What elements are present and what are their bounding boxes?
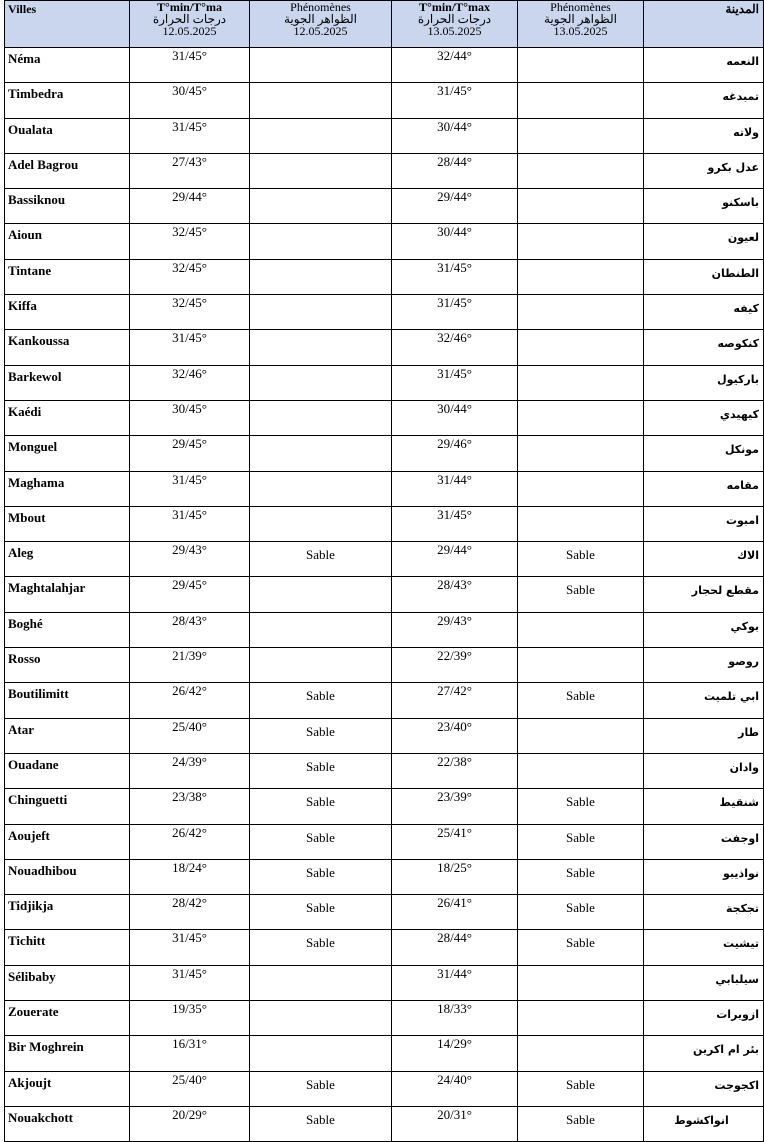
- city-name-cell: Tintane: [5, 259, 130, 294]
- table-row: [5, 436, 764, 471]
- city-arabic-cell: سيلبابي: [644, 965, 764, 1000]
- temp-day1-cell: 31/45°: [130, 506, 250, 541]
- temp-day2-cell: 32/46°: [392, 330, 518, 365]
- phenomena-day2-cell: [518, 718, 644, 753]
- city-name-cell: Nouadhibou: [5, 859, 130, 894]
- temp-day2-cell: 29/46°: [392, 436, 518, 471]
- city-name-cell: Kiffa: [5, 295, 130, 330]
- temp-day1-cell: 18/24°: [130, 859, 250, 894]
- header-villes: [5, 1, 130, 48]
- temp-day1-cell: 31/45°: [130, 330, 250, 365]
- phenomena-day1-cell: Sable: [250, 718, 392, 753]
- temp-day2-cell: 24/40°: [392, 1071, 518, 1106]
- temp-day2-cell: 22/39°: [392, 648, 518, 683]
- phenomena-day1-cell: [250, 153, 392, 188]
- temp-day1-cell: 25/40°: [130, 1071, 250, 1106]
- table-row: [5, 1001, 764, 1036]
- temp-day2-cell: 14/29°: [392, 1036, 518, 1071]
- phenomena-day2-cell: [518, 295, 644, 330]
- city-name-cell: Aoujeft: [5, 824, 130, 859]
- temp-day1-cell: 32/45°: [130, 259, 250, 294]
- phenomena-day2-cell: [518, 471, 644, 506]
- table-header: [5, 1, 764, 48]
- temp-day2-cell: 31/45°: [392, 295, 518, 330]
- phenomena-day2-cell: [518, 153, 644, 188]
- temp-day1-cell: 28/42°: [130, 895, 250, 930]
- phenomena-day2-cell: Sable: [518, 859, 644, 894]
- header-phen-day2: [518, 1, 644, 48]
- city-name-cell: Akjoujt: [5, 1071, 130, 1106]
- city-name-cell: Bir Moghrein: [5, 1036, 130, 1071]
- temp-day2-cell: 27/42°: [392, 683, 518, 718]
- table-row: [5, 965, 764, 1000]
- temp-day1-cell: 24/39°: [130, 753, 250, 788]
- phenomena-day1-cell: [250, 83, 392, 118]
- temp-day2-cell: 31/44°: [392, 965, 518, 1000]
- phenomena-day1-cell: Sable: [250, 824, 392, 859]
- table-row: [5, 859, 764, 894]
- phenomena-day1-cell: Sable: [250, 789, 392, 824]
- phenomena-day1-cell: [250, 330, 392, 365]
- phenomena-day2-cell: [518, 118, 644, 153]
- phenomena-day1-cell: Sable: [250, 753, 392, 788]
- table-row: [5, 930, 764, 965]
- header-phen-day1-date: 12.05.2025: [293, 24, 348, 38]
- temp-day1-cell: 32/46°: [130, 365, 250, 400]
- header-temp-day1-ar: درجات الحرارة: [152, 12, 227, 26]
- table-row: [5, 577, 764, 612]
- temp-day1-cell: 31/45°: [130, 48, 250, 83]
- temp-day2-cell: 31/44°: [392, 471, 518, 506]
- phenomena-day2-cell: [518, 224, 644, 259]
- phenomena-day1-cell: [250, 48, 392, 83]
- temp-day1-cell: 29/44°: [130, 189, 250, 224]
- city-name-cell: Aioun: [5, 224, 130, 259]
- temp-day1-cell: 30/45°: [130, 400, 250, 435]
- city-arabic-cell: مونكل: [644, 436, 764, 471]
- header-temp-day2-fr: T°min/T°max: [419, 0, 490, 14]
- temp-day1-cell: 19/35°: [130, 1001, 250, 1036]
- city-arabic-cell: انواكشوط: [644, 1106, 764, 1141]
- phenomena-day1-cell: [250, 118, 392, 153]
- city-name-cell: Aleg: [5, 542, 130, 577]
- table-row: [5, 1106, 764, 1141]
- city-name-cell: Monguel: [5, 436, 130, 471]
- city-arabic-cell: طار: [644, 718, 764, 753]
- city-arabic-cell: بوكي: [644, 612, 764, 647]
- phenomena-day1-cell: [250, 965, 392, 1000]
- temp-day1-cell: 26/42°: [130, 824, 250, 859]
- city-arabic-cell: عدل بكرو: [644, 153, 764, 188]
- table-row: [5, 83, 764, 118]
- temp-day1-cell: 31/45°: [130, 118, 250, 153]
- temp-day2-cell: 23/39°: [392, 789, 518, 824]
- temp-day2-cell: 25/41°: [392, 824, 518, 859]
- temp-day2-cell: 32/44°: [392, 48, 518, 83]
- temp-day2-cell: 31/45°: [392, 83, 518, 118]
- temp-day2-cell: 31/45°: [392, 365, 518, 400]
- phenomena-day1-cell: [250, 365, 392, 400]
- table-row: [5, 789, 764, 824]
- city-name-cell: Mbout: [5, 506, 130, 541]
- phenomena-day2-cell: [518, 259, 644, 294]
- city-arabic-cell: اكجوجت: [644, 1071, 764, 1106]
- city-arabic-cell: تيشيت: [644, 930, 764, 965]
- phenomena-day1-cell: Sable: [250, 1106, 392, 1141]
- header-temp-day2-ar: درجات الحرارة: [417, 12, 492, 26]
- phenomena-day2-cell: Sable: [518, 930, 644, 965]
- city-arabic-cell: اوجفت: [644, 824, 764, 859]
- header-phen-day1: [250, 1, 392, 48]
- header-phen-day2-date: 13.05.2025: [553, 24, 608, 38]
- temp-day2-cell: 28/44°: [392, 930, 518, 965]
- header-temp-day1-fr: T°min/T°ma: [157, 0, 222, 14]
- phenomena-day1-cell: Sable: [250, 895, 392, 930]
- temp-day1-cell: 20/29°: [130, 1106, 250, 1141]
- table-row: [5, 753, 764, 788]
- phenomena-day1-cell: [250, 224, 392, 259]
- table-row: [5, 153, 764, 188]
- city-name-cell: Boghé: [5, 612, 130, 647]
- temp-day2-cell: 22/38°: [392, 753, 518, 788]
- phenomena-day2-cell: Sable: [518, 1071, 644, 1106]
- table-row: [5, 224, 764, 259]
- phenomena-day2-cell: [518, 189, 644, 224]
- city-arabic-cell: كنكوصه: [644, 330, 764, 365]
- temp-day2-cell: 28/44°: [392, 153, 518, 188]
- phenomena-day1-cell: [250, 471, 392, 506]
- city-arabic-cell: الاك: [644, 542, 764, 577]
- city-name-cell: Adel Bagrou: [5, 153, 130, 188]
- header-temp-day1: [130, 1, 250, 48]
- phenomena-day2-cell: Sable: [518, 789, 644, 824]
- table-row: [5, 295, 764, 330]
- table-row: [5, 118, 764, 153]
- city-arabic-cell: ازويرات: [644, 1001, 764, 1036]
- temp-day1-cell: 32/45°: [130, 295, 250, 330]
- table-row: [5, 895, 764, 930]
- city-name-cell: Maghtalahjar: [5, 577, 130, 612]
- phenomena-day2-cell: [518, 48, 644, 83]
- temp-day2-cell: 30/44°: [392, 118, 518, 153]
- phenomena-day2-cell: Sable: [518, 683, 644, 718]
- city-arabic-cell: باركيول: [644, 365, 764, 400]
- city-arabic-cell: نواذيبو: [644, 859, 764, 894]
- table-row: [5, 400, 764, 435]
- phenomena-day2-cell: [518, 436, 644, 471]
- phenomena-day1-cell: [250, 612, 392, 647]
- temp-day2-cell: 31/45°: [392, 259, 518, 294]
- phenomena-day1-cell: [250, 189, 392, 224]
- header-phen-day1-ar: الظواهر الجوية: [283, 12, 358, 26]
- table-row: [5, 1071, 764, 1106]
- temp-day2-cell: 29/44°: [392, 542, 518, 577]
- city-name-cell: Ouadane: [5, 753, 130, 788]
- header-villes-label: Villes: [8, 2, 37, 16]
- phenomena-day1-cell: [250, 295, 392, 330]
- phenomena-day1-cell: [250, 506, 392, 541]
- temp-day1-cell: 26/42°: [130, 683, 250, 718]
- phenomena-day1-cell: Sable: [250, 859, 392, 894]
- city-arabic-cell: امبوت: [644, 506, 764, 541]
- city-arabic-cell: مقامه: [644, 471, 764, 506]
- city-name-cell: Bassiknou: [5, 189, 130, 224]
- temp-day1-cell: 21/39°: [130, 648, 250, 683]
- table-row: [5, 648, 764, 683]
- city-name-cell: Kankoussa: [5, 330, 130, 365]
- city-name-cell: Maghama: [5, 471, 130, 506]
- phenomena-day2-cell: [518, 506, 644, 541]
- temp-day1-cell: 31/45°: [130, 965, 250, 1000]
- table-row: [5, 48, 764, 83]
- temp-day2-cell: 29/43°: [392, 612, 518, 647]
- city-arabic-cell: تجكجة: [644, 895, 764, 930]
- temp-day2-cell: 30/44°: [392, 400, 518, 435]
- city-name-cell: Rosso: [5, 648, 130, 683]
- header-phen-day2-ar: الظواهر الجوية: [543, 12, 618, 26]
- header-row: [5, 1, 764, 48]
- city-arabic-cell: ولاته: [644, 118, 764, 153]
- header-temp-day1-date: 12.05.2025: [162, 24, 217, 38]
- table-body: [5, 48, 764, 1142]
- phenomena-day2-cell: Sable: [518, 542, 644, 577]
- temp-day2-cell: 28/43°: [392, 577, 518, 612]
- table-row: [5, 718, 764, 753]
- forecast-table: [4, 0, 764, 1142]
- temp-day1-cell: 28/43°: [130, 612, 250, 647]
- table-row: [5, 824, 764, 859]
- city-arabic-cell: لعيون: [644, 224, 764, 259]
- temp-day1-cell: 29/45°: [130, 436, 250, 471]
- header-temp-day2: [392, 1, 518, 48]
- phenomena-day1-cell: [250, 577, 392, 612]
- table-row: [5, 612, 764, 647]
- phenomena-day2-cell: [518, 1001, 644, 1036]
- header-temp-day2-date: 13.05.2025: [427, 24, 482, 38]
- phenomena-day1-cell: [250, 1036, 392, 1071]
- temp-day1-cell: 30/45°: [130, 83, 250, 118]
- table-row: [5, 683, 764, 718]
- city-name-cell: Chinguetti: [5, 789, 130, 824]
- phenomena-day2-cell: Sable: [518, 824, 644, 859]
- city-arabic-cell: شنقيط: [644, 789, 764, 824]
- city-arabic-cell: الطنطان: [644, 259, 764, 294]
- phenomena-day1-cell: [250, 436, 392, 471]
- phenomena-day2-cell: Sable: [518, 1106, 644, 1141]
- temp-day1-cell: 31/45°: [130, 930, 250, 965]
- city-name-cell: Tichitt: [5, 930, 130, 965]
- temp-day2-cell: 29/44°: [392, 189, 518, 224]
- temp-day2-cell: 31/45°: [392, 506, 518, 541]
- table-row: [5, 259, 764, 294]
- header-phen-day2-fr: Phénomènes: [550, 0, 611, 14]
- temp-day1-cell: 23/38°: [130, 789, 250, 824]
- phenomena-day2-cell: [518, 753, 644, 788]
- phenomena-day2-cell: [518, 83, 644, 118]
- city-arabic-cell: كيفه: [644, 295, 764, 330]
- city-name-cell: Oualata: [5, 118, 130, 153]
- temp-day2-cell: 30/44°: [392, 224, 518, 259]
- table-row: [5, 471, 764, 506]
- phenomena-day2-cell: Sable: [518, 895, 644, 930]
- temp-day2-cell: 18/25°: [392, 859, 518, 894]
- phenomena-day2-cell: [518, 1036, 644, 1071]
- city-name-cell: Timbedra: [5, 83, 130, 118]
- city-name-cell: Kaédi: [5, 400, 130, 435]
- phenomena-day2-cell: [518, 365, 644, 400]
- temp-day1-cell: 31/45°: [130, 471, 250, 506]
- temp-day1-cell: 29/43°: [130, 542, 250, 577]
- city-name-cell: Néma: [5, 48, 130, 83]
- city-arabic-cell: روصو: [644, 648, 764, 683]
- table-row: [5, 542, 764, 577]
- temp-day1-cell: 29/45°: [130, 577, 250, 612]
- temp-day2-cell: 23/40°: [392, 718, 518, 753]
- city-arabic-cell: النعمه: [644, 48, 764, 83]
- phenomena-day2-cell: [518, 648, 644, 683]
- city-name-cell: Sélibaby: [5, 965, 130, 1000]
- phenomena-day2-cell: [518, 965, 644, 1000]
- header-phen-day1-fr: Phénomènes: [290, 0, 351, 14]
- temp-day2-cell: 26/41°: [392, 895, 518, 930]
- phenomena-day1-cell: Sable: [250, 683, 392, 718]
- phenomena-day1-cell: Sable: [250, 542, 392, 577]
- city-name-cell: Barkewol: [5, 365, 130, 400]
- temp-day1-cell: 16/31°: [130, 1036, 250, 1071]
- table-row: [5, 365, 764, 400]
- temp-day1-cell: 25/40°: [130, 718, 250, 753]
- temp-day1-cell: 27/43°: [130, 153, 250, 188]
- phenomena-day2-cell: [518, 612, 644, 647]
- phenomena-day2-cell: Sable: [518, 577, 644, 612]
- city-name-cell: Zouerate: [5, 1001, 130, 1036]
- temp-day1-cell: 32/45°: [130, 224, 250, 259]
- city-arabic-cell: وادان: [644, 753, 764, 788]
- city-arabic-cell: بئر ام اكرين: [644, 1036, 764, 1071]
- header-arabic-city: [644, 1, 764, 48]
- phenomena-day1-cell: [250, 648, 392, 683]
- temp-day2-cell: 20/31°: [392, 1106, 518, 1141]
- city-name-cell: Tidjikja: [5, 895, 130, 930]
- city-name-cell: Atar: [5, 718, 130, 753]
- phenomena-day1-cell: Sable: [250, 930, 392, 965]
- city-arabic-cell: باسكنو: [644, 189, 764, 224]
- header-arabic-city-label: المدينة: [725, 2, 759, 16]
- temp-day2-cell: 18/33°: [392, 1001, 518, 1036]
- city-name-cell: Nouakchott: [5, 1106, 130, 1141]
- phenomena-day1-cell: [250, 259, 392, 294]
- table-row: [5, 189, 764, 224]
- city-arabic-cell: ابي تلميت: [644, 683, 764, 718]
- phenomena-day1-cell: [250, 1001, 392, 1036]
- table-row: [5, 330, 764, 365]
- phenomena-day1-cell: Sable: [250, 1071, 392, 1106]
- table-row: [5, 506, 764, 541]
- table-row: [5, 1036, 764, 1071]
- city-arabic-cell: تمبدغه: [644, 83, 764, 118]
- city-name-cell: Boutilimitt: [5, 683, 130, 718]
- phenomena-day1-cell: [250, 400, 392, 435]
- city-arabic-cell: مقطع لحجار: [644, 577, 764, 612]
- phenomena-day2-cell: [518, 400, 644, 435]
- phenomena-day2-cell: [518, 330, 644, 365]
- city-arabic-cell: كيهيدي: [644, 400, 764, 435]
